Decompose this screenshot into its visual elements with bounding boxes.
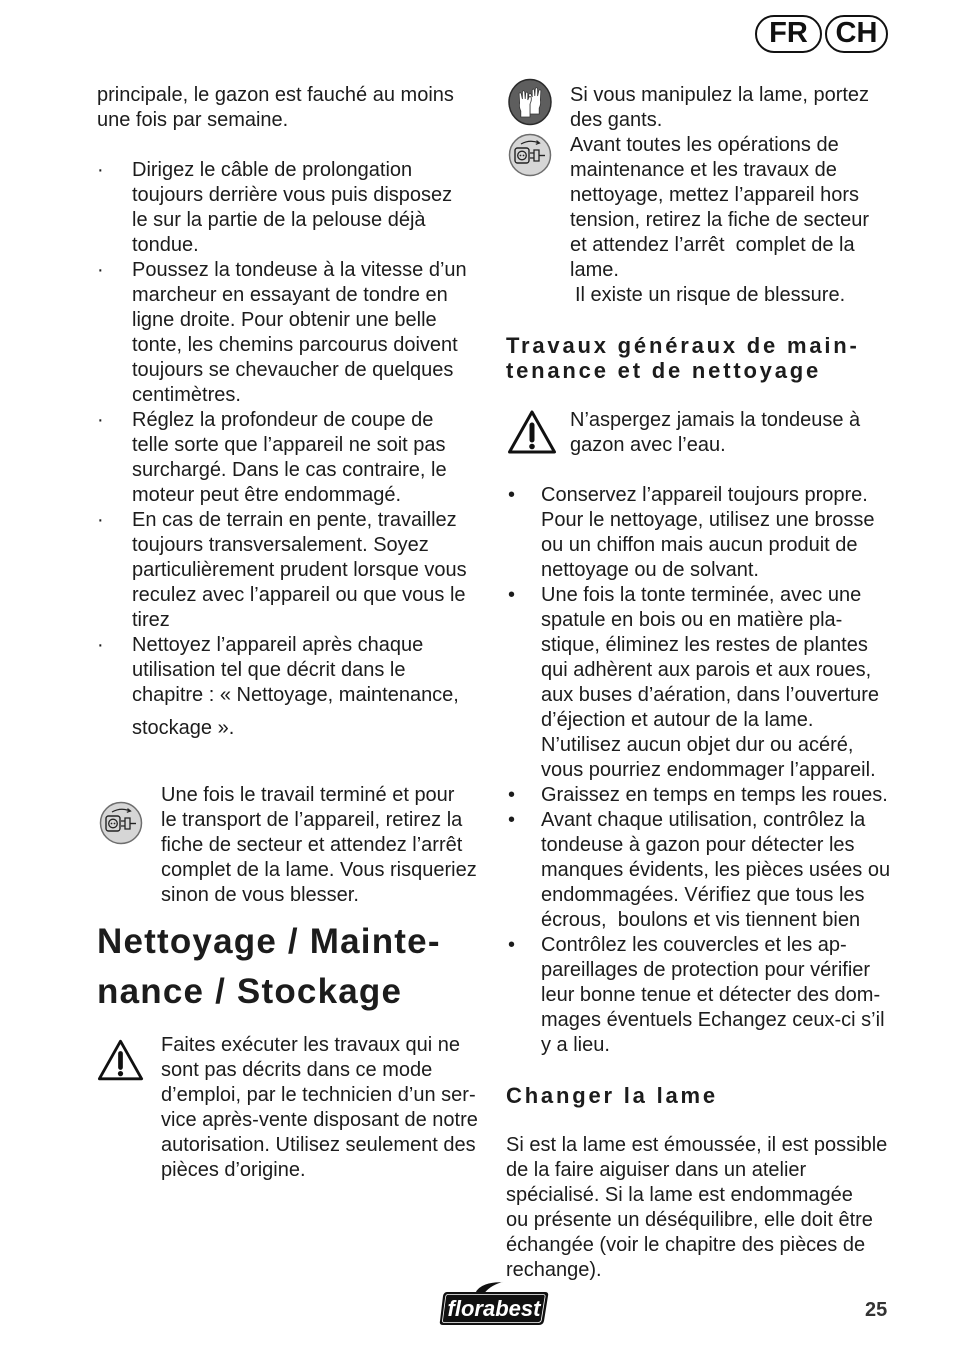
text-line: le sur la partie de la pelouse déjà bbox=[132, 209, 426, 231]
text-line: vous pourriez endommager l’appareil. bbox=[541, 759, 876, 781]
text-line: nettoyage, mettez l’appareil hors bbox=[570, 184, 860, 206]
bullet: • bbox=[508, 484, 516, 506]
list-item bbox=[97, 158, 467, 258]
text-line: En cas de terrain en pente, travaillez bbox=[132, 509, 457, 531]
text-line: des gants. bbox=[570, 109, 663, 131]
text-line: N’aspergez jamais la tondeuse à bbox=[570, 409, 861, 431]
intro-paragraph bbox=[97, 83, 454, 133]
text-line: Avant chaque utilisation, contrôlez la bbox=[541, 809, 866, 831]
text-line: endommagées. Vérifiez que tous les bbox=[541, 884, 865, 906]
text-line: rechange). bbox=[506, 1259, 602, 1281]
gloves-icon bbox=[508, 78, 552, 126]
language-badge-ch: CH bbox=[825, 15, 888, 53]
text-line: principale, le gazon est fauché au moins bbox=[97, 84, 454, 106]
text-line: ou un chiffon mais aucun produit de bbox=[541, 534, 858, 556]
list-item-text bbox=[541, 583, 879, 783]
heading-line: Travaux généraux de main- bbox=[506, 333, 860, 358]
text-line: nettoyage ou de solvant. bbox=[541, 559, 759, 581]
text-line: maintenance et les travaux de bbox=[570, 159, 837, 181]
text-line: sinon de vous blesser. bbox=[161, 884, 359, 906]
water-warning bbox=[570, 408, 860, 458]
list-item-text bbox=[541, 808, 890, 933]
list-item bbox=[97, 258, 467, 408]
text-line: y a lieu. bbox=[541, 1034, 610, 1056]
brand-wordmark: florabest bbox=[447, 1296, 541, 1321]
text-line: écrous, boulons et vis tiennent bien bbox=[541, 909, 861, 931]
text-line: pièces d’origine. bbox=[161, 1159, 306, 1181]
list-item-text bbox=[541, 783, 888, 808]
text-line: mages éventuels Echangez ceux-ci s’il bbox=[541, 1009, 885, 1031]
text-line: gazon avec l’eau. bbox=[570, 434, 726, 456]
text-line: tondeuse à gazon pour détecter les bbox=[541, 834, 855, 856]
list-item-text bbox=[541, 483, 875, 583]
text-line: Dirigez le câble de prolongation bbox=[132, 159, 413, 181]
plug-disconnect-icon bbox=[99, 801, 143, 845]
list-item-text bbox=[132, 258, 467, 408]
blade-heading bbox=[506, 1083, 718, 1108]
text-line: d’emploi, par le technicien d’un ser- bbox=[161, 1084, 476, 1106]
list-item bbox=[508, 783, 890, 808]
power-off-notice bbox=[570, 133, 869, 308]
text-line: Poussez la tondeuse à la vitesse d’un bbox=[132, 259, 467, 281]
list-item bbox=[508, 808, 890, 933]
text-line: Si est la lame est émoussée, il est possible bbox=[506, 1134, 888, 1156]
text-line: N’utilisez aucun objet dur ou acéré, bbox=[541, 734, 854, 756]
mowing-tips-list bbox=[97, 158, 467, 741]
text-line: Faites exécuter les travaux qui ne bbox=[161, 1034, 461, 1056]
bullet: · bbox=[97, 259, 104, 281]
text-line: aux buses d’aération, dans l’ouverture bbox=[541, 684, 879, 706]
list-item-text bbox=[132, 508, 467, 633]
text-line: stockage ». bbox=[132, 717, 235, 739]
text-line: complet de la lame. Vous risqueriez bbox=[161, 859, 477, 881]
bullet: • bbox=[508, 934, 516, 956]
florabest-logo bbox=[438, 1281, 550, 1327]
text-line: reculez avec l’appareil ou que vous le bbox=[132, 584, 466, 606]
warning-triangle-icon bbox=[97, 1038, 144, 1082]
text-line: telle sorte que l’appareil ne soit pas bbox=[132, 434, 446, 456]
blade-paragraph bbox=[506, 1133, 887, 1283]
maintenance-heading bbox=[506, 333, 860, 383]
text-line: moteur peut être endommagé. bbox=[132, 484, 402, 506]
text-line: leur bonne tenue et détecter des dom- bbox=[541, 984, 881, 1006]
text-line: Réglez la profondeur de coupe de bbox=[132, 409, 434, 431]
text-line: d’éjection et autour de la lame. bbox=[541, 709, 814, 731]
text-line: autorisation. Utilisez seulement des bbox=[161, 1134, 476, 1156]
text-line: centimètres. bbox=[132, 384, 241, 406]
maintenance-list bbox=[508, 483, 890, 1058]
text-line: tonte, les chemins parcourus doivent bbox=[132, 334, 458, 356]
list-item-text bbox=[132, 408, 447, 508]
text-line: et attendez l’arrêt complet de la bbox=[570, 234, 855, 256]
section-title-line: Nettoyage / Mainte- bbox=[97, 922, 441, 961]
text-line: Graissez en temps en temps les roues. bbox=[541, 784, 888, 806]
bullet: • bbox=[508, 584, 516, 606]
text-line: chapitre : « Nettoyage, maintenance, bbox=[132, 684, 459, 706]
text-line: qui adhèrent aux parois et aux roues, bbox=[541, 659, 872, 681]
text-line: toujours transversalement. Soyez bbox=[132, 534, 429, 556]
heading-line: tenance et de nettoyage bbox=[506, 358, 822, 383]
text-line: stique, éliminez les restes de plantes bbox=[541, 634, 868, 656]
text-line: spatule en bois ou en matière pla- bbox=[541, 609, 843, 631]
text-line: toujours derrière vous puis disposez bbox=[132, 184, 453, 206]
bullet: • bbox=[508, 784, 516, 806]
page-number: 25 bbox=[865, 1299, 888, 1321]
text-line: Une fois le travail terminé et pour bbox=[161, 784, 455, 806]
text-line: une fois par semaine. bbox=[97, 109, 289, 131]
text-line: fiche de secteur et attendez l’arrêt bbox=[161, 834, 463, 856]
text-line: manques évidents, les pièces usées ou bbox=[541, 859, 891, 881]
section-title-line: nance / Stockage bbox=[97, 972, 403, 1011]
text-line: échangée (voir le chapitre des pièces de bbox=[506, 1234, 866, 1256]
text-line: Une fois la tonte terminée, avec une bbox=[541, 584, 862, 606]
text-line: le transport de l’appareil, retirez la bbox=[161, 809, 463, 831]
text-line: lame. bbox=[570, 259, 619, 281]
warning-triangle-icon bbox=[507, 409, 557, 455]
text-line: Nettoyez l’appareil après chaque bbox=[132, 634, 424, 656]
list-item bbox=[97, 408, 467, 508]
text-line: ou présente un déséquilibre, elle doit être bbox=[506, 1209, 873, 1231]
text-line: tirez bbox=[132, 609, 170, 631]
text-line: pareillages de protection pour vérifier bbox=[541, 959, 871, 981]
list-item bbox=[508, 933, 890, 1058]
list-item-text bbox=[132, 158, 452, 258]
list-item bbox=[508, 483, 890, 583]
text-line: Si vous manipulez la lame, portez bbox=[570, 84, 870, 106]
text-line: utilisation tel que décrit dans le bbox=[132, 659, 406, 681]
plug-disconnect-icon bbox=[508, 133, 552, 177]
bullet: • bbox=[508, 809, 516, 831]
list-item-text bbox=[132, 633, 459, 741]
gloves-notice bbox=[570, 83, 869, 133]
text-line: tondue. bbox=[132, 234, 199, 256]
text-line: surchargé. Dans le cas contraire, le bbox=[132, 459, 447, 481]
text-line: Pour le nettoyage, utilisez une brosse bbox=[541, 509, 875, 531]
text-line: ligne droite. Pour obtenir une belle bbox=[132, 309, 437, 331]
text-line: de la faire aiguiser dans un atelier bbox=[506, 1159, 807, 1181]
language-badge-fr: FR bbox=[755, 15, 822, 53]
text-line: sont pas décrits dans ce mode bbox=[161, 1059, 433, 1081]
service-warning bbox=[161, 1033, 478, 1183]
bullet: · bbox=[97, 159, 104, 181]
text-line: tension, retirez la fiche de secteur bbox=[570, 209, 870, 231]
text-line: particulièrement prudent lorsque vous bbox=[132, 559, 467, 581]
list-item-text bbox=[541, 933, 885, 1058]
transport-notice bbox=[161, 783, 477, 908]
list-item bbox=[97, 508, 467, 633]
text-line: Il existe un risque de blessure. bbox=[575, 284, 846, 306]
text-line: Conservez l’appareil toujours propre. bbox=[541, 484, 868, 506]
text-line: vice après-vente disposant de notre bbox=[161, 1109, 478, 1131]
text-line: spécialisé. Si la lame est endommagée bbox=[506, 1184, 853, 1206]
text-line: Contrôlez les couvercles et les ap- bbox=[541, 934, 847, 956]
bullet: · bbox=[97, 509, 104, 531]
text-line: toujours se chevaucher de quelques bbox=[132, 359, 454, 381]
bullet: · bbox=[97, 409, 104, 431]
text-line: Avant toutes les opérations de bbox=[570, 134, 839, 156]
heading-line: Changer la lame bbox=[506, 1083, 718, 1108]
text-line: marcheur en essayant de tondre en bbox=[132, 284, 448, 306]
list-item bbox=[508, 583, 890, 783]
section-title bbox=[97, 917, 441, 1017]
bullet: · bbox=[97, 634, 104, 656]
list-item bbox=[97, 633, 467, 741]
